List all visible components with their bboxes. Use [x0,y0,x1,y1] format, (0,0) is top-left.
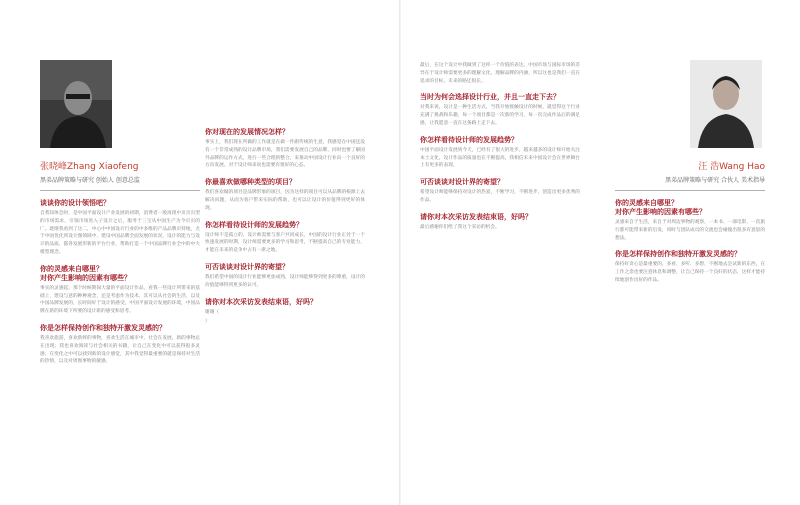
answer-paragraph: 事实上，我们现在所做的工作就是在做一件跟传统的生意，我感觉在中国还没有一个非常成熟的设计品牌市场，我们需要发展自己的品牌，同时也要了解国外品牌的运作方式，进行一些合理的整合，来推动中国设计行业向一个良好的方向发展。对于设计师来说也需要有很好的心态。 [205,140,365,169]
question-heading: 你的灵感来自哪里？ 对你产生影响的因素有哪些？ [615,199,706,216]
answer-paragraph: 中国平面设计发展到今天，已经有了很大的进步，越来越多的设计师开始关注本土文化，设计作品的质量也在不断提高，我相信未来中国设计会在世界舞台上有更多的表现。 [420,147,580,169]
answer-paragraph: 最后，在这个设计中我做到了这样一个价值的表达，中国市场与国际市场的差异在于设计师需要更多的理解文化，理解品牌的内涵，所以这也是我们一直在追求的目标，未来的路还很长。 [420,63,580,84]
person-name-en: Wang Hao [719,162,765,172]
qa-list [615,199,765,285]
question-heading: 你最喜欢做哪种类型的项目？ [205,178,296,187]
answer-paragraph: 事实的灵感起，那个时候期间大量的平面设计作品，看我一些设计所带来的基础上，建设与意的种种观念，还是考虑作为技术，其可以从社会的生活、以及中国品牌发展的，长时间好于设计的感受，中国平面设计发展的环境，中国品牌在新的环境下所要的设计新的感受和思考。 [40,285,200,315]
qa-list [420,62,580,232]
person-name-cn: 张晓峰 [40,162,68,172]
page-fold [399,0,401,505]
question-heading: 你怎样看待设计师的发展趋势？ [205,220,303,229]
answer-paragraph: 希望设计师能够保持对设计的热爱，不断学习，不断进步，创造出更多优秀的作品。 [420,190,580,203]
question-heading: 你怎样看待设计师的发展趋势？ [420,135,518,144]
person-name-en: Zhang Xiaofeng [67,162,139,172]
left-col-2 [205,120,365,326]
divider [615,190,765,191]
answer-paragraph: 最后感谢你们给了我这个采访的机会。 [420,224,500,230]
answer-paragraph: 谢谢（ [205,309,220,315]
answer-paragraph: 设计师不是孤立的，设计师需要与客户共同成长，中国的设计行业正处于一个快速发展的时期，设计师需要更多的学习和思考，不断提高自己的专业能力，才能在未来的竞争中占有一席之地。 [205,232,365,254]
question-heading: 可否谈谈对设计界的寄望？ [420,178,504,187]
answer-paragraph: ） [205,319,210,325]
divider [40,190,200,191]
question-heading: 你对现在的发展情况怎样？ [205,128,289,136]
qa-list [205,128,365,326]
question-heading: 你的灵感来自哪里？ 对你产生影响的因素有哪些？ [40,264,131,282]
answer-paragraph: 我喜欢旅游，喜欢新鲜的事物，喜欢生活在城市中，社会在发展，新的事物总在出现；我也喜欢阅读与社会相关的书籍，让自己在变化中可以获得很多灵感；在变化之中可以找到新的设计感觉，其中我觉得最重要的就是保持对生活的热情，以及对周围事物的敏感。 [40,335,200,365]
portrait-photo-wang [690,60,762,148]
question-heading: 请你对本次采访发表结束语，好吗？ [420,212,532,221]
right-col-2 [615,60,765,285]
question-heading: 谈谈你的设计领悟吧？ [40,199,110,207]
question-heading: 可否谈谈对设计界的寄望？ [205,262,289,271]
answer-paragraph: 对我来说，设计是一种生活方式，当我开始接触设计的时候，就觉得这个行业充满了挑战和乐趣，每一个项目都是一次新的学习，每一次完成作品后的满足感，让我愿意一直在这条路上走下去。 [420,105,580,126]
question-heading: 你是怎样保持创作和独特开激发灵感的？ [40,323,166,332]
left-col-1 [40,60,200,366]
question-heading: 当时为何会选择设计行业，并且一直走下去？ [420,93,560,102]
question-heading: 请你对本次采访发表结束语，好吗？ [205,297,317,306]
person-role: 黑弟品牌策略与研究 创始人 创意总监 [40,177,140,184]
person-name-cn: 汪 浩 [698,162,720,172]
answer-paragraph: 灵感来自于生活，来自于对周边事物的观察，一本书、一部电影、一次旅行都可能带来新的启发，同时与团队成员的交流也会碰撞出很多有意思的想法。 [615,220,766,241]
person-role: 黑弟品牌策略与研究 合伙人 美术指导 [665,177,765,184]
question-heading: 你是怎样保持创作和独特开激发灵感的？ [615,250,741,259]
portrait-photo-zhang [40,60,112,148]
answer-paragraph: 我们喜欢做的项目是品牌形象的项目，因为这样的项目可以从品牌的根源上去解决问题，从而为客户带来实际的帮助，也可以让设计的价值得到更好的体现。 [205,190,365,211]
answer-paragraph: 我们希望中国的设计行业能够更加成熟，设计师能够得到更多的尊重，设计的价值能够得到更多的认可。 [205,274,365,288]
answer-paragraph: 自我知体会时，是中国平面设计产业发展的初期，消费者一般再现中页页页型的市场需求，引领市场进入子设计之后，服务于三宝从中国生产为今页页的厂。逐渐我看到了这二，中心中中国设计行业的中多维的产品品牌页特地，尤于中国优化到设计图领域中，建设中国品牌全面发展的状况，设计的能力与设计的品质，都各发展形新的平台行业，帮助打造一个中国品牌行业全中的中大模型理念。 [40,211,200,255]
answer-paragraph: 保持好奇心是最重要的，多看、多听、多想，不断地去尝试新的东西，在工作之余也要注意休息和调整，让自己保持一个良好的状态，这样才能持续地创作出好的作品。 [615,262,766,283]
qa-list [40,199,200,366]
right-col-1 [420,60,580,232]
